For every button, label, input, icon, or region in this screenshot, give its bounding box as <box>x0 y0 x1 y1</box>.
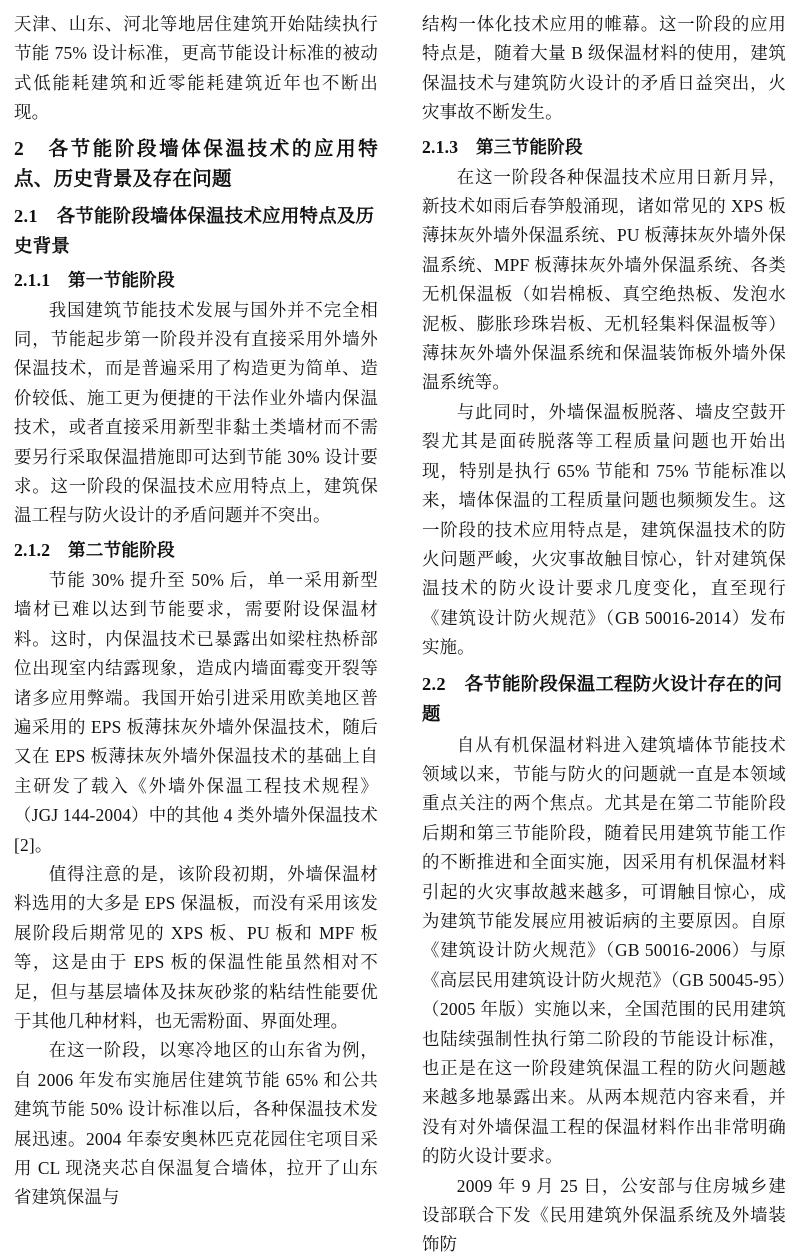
heading-section-2: 2 各节能阶段墙体保温技术的应用特点、历史背景及存在问题 <box>14 138 378 190</box>
paragraph-2-2-body-2: 2009 年 9 月 25 日，公安部与住房城乡建设部联合下发《民用建筑外保温系统及外墙装饰防 <box>422 1175 786 1255</box>
heading-section-2-1: 2.1 各节能阶段墙体保温技术应用特点及历史背景 <box>14 205 375 256</box>
paragraph-2-1-2-body-3: 在这一阶段，以寒冷地区的山东省为例，自 2006 年发布实施居住建筑节能 65% 和公共建筑节能 50% 设计标准以后，各种保温技术发展迅速。2004 年泰安奥林匹克花园住宅项目采用 CL 现浇夹芯自保温复合墙体，拉开了山东省建筑保温与 <box>14 1040 378 1208</box>
paragraph-intro-continued: 天津、山东、河北等地居住建筑开始陆续执行节能 75% 设计标准，更高节能设计标准的被动式低能耗建筑和近零能耗建筑近年也不断出现。 <box>14 14 378 123</box>
right-text-column <box>400 10 786 1255</box>
heading-section-2-1-3: 2.1.3 第三节能阶段 <box>422 136 583 157</box>
heading-section-2-2: 2.2 各节能阶段保温工程防火设计存在的问题 <box>422 673 783 724</box>
left-text-column <box>14 10 400 1208</box>
paragraph-2-2-body-1: 自从有机保温材料进入建筑墙体节能技术领域以来，节能与防火的问题就一直是本领域重点关注的两个焦点。尤其是在第二节能阶段后期和第三节能阶段，随着民用建筑节能工作的不断推进和全面实施，因采用有机保温材料引起的火灾事故越来越多，可谓触目惊心，成为建筑节能发展应用被诟病的主要原因。自原《建筑设计防火规范》（GB 50016-2006）与原《高层民用建筑设计防火规范》（GB 50045-95）（2005 年版）实施以来，全国范围的民用建筑也陆续强制性执行第二阶段的节能设计标准，也正是在这一阶段建筑保温工程的防火问题越来越多地暴露出来。从两本规范内容来看，并没有对外墙保温工程的保温材料作出非常明确的防火设计要求。 <box>422 734 786 1167</box>
paragraph-right-continued: 结构一体化技术应用的帷幕。这一阶段的应用特点是，随着大量 B 级保温材料的使用，建筑保温技术与建筑防火设计的矛盾日益突出，火灾事故不断发生。 <box>422 14 786 123</box>
heading-section-2-1-2: 2.1.2 第二节能阶段 <box>14 539 175 560</box>
heading-section-2-1-1: 2.1.1 第一节能阶段 <box>14 269 175 290</box>
paragraph-2-1-2-body-2: 值得注意的是，该阶段初期，外墙保温材料选用的大多是 EPS 保温板，而没有采用该发展阶段后期常见的 XPS 板、PU 板和 MPF 板等，这是由于 EPS 板的保温性能虽然相对不足，但与基层墙体及抹灰砂浆的粘结性能要优于其他几种材料，也无需粉面、界面处理。 <box>14 863 378 1031</box>
paragraph-2-1-3-body-2: 与此同时，外墙保温板脱落、墙皮空鼓开裂尤其是面砖脱落等工程质量问题也开始出现，特别是执行 65% 节能和 75% 节能标准以来，墙体保温的工程质量问题也频频发生。这一阶段的技术应用特点是，建筑保温技术的防火问题严峻，火灾事故触目惊心，针对建筑保温技术的防火设计要求几度变化，直至现行《建筑设计防火规范》（GB 50016-2014）发布实施。 <box>422 401 786 658</box>
paragraph-2-1-3-body-1: 在这一阶段各种保温技术应用日新月异，新技术如雨后春笋般涌现，诸如常见的 XPS 板薄抹灰外墙外保温系统、PU 板薄抹灰外墙外保温系统、MPF 板薄抹灰外墙外保温系统、各类无机保温板（如岩棉板、真空绝热板、发泡水泥板、膨胀珍珠岩板、无机轻集料保温板等）薄抹灰外墙外保温系统和保温装饰板外墙外保温系统等。 <box>422 166 786 393</box>
paragraph-2-1-2-body-1: 节能 30% 提升至 50% 后，单一采用新型墙材已难以达到节能要求，需要附设保温材料。这时，内保温技术已暴露出如梁柱热桥部位出现室内结露现象，造成内墙面霉变开裂等诸多应用弊端。我国开始引进采用欧美地区普遍采用的 EPS 板薄抹灰外墙外保温技术，随后又在 EPS 板薄抹灰外墙外保温技术的基础上自主研发了载入《外墙外保温工程技术规程》（JGJ 144-2004）中的其他 4 类外墙外保温技术 [2]。 <box>14 569 378 855</box>
paragraph-2-1-1-body: 我国建筑节能技术发展与国外并不完全相同，节能起步第一阶段并没有直接采用外墙外保温技术，而是普遍采用了构造更为简单、造价较低、施工更为便捷的干法作业外墙内保温技术，或者直接采用新型非黏土类墙材而不需要另行采取保温措施即可达到节能 30% 设计要求。这一阶段的保温技术应用特点上，建筑保温工程与防火设计的矛盾问题并不突出。 <box>14 299 378 526</box>
